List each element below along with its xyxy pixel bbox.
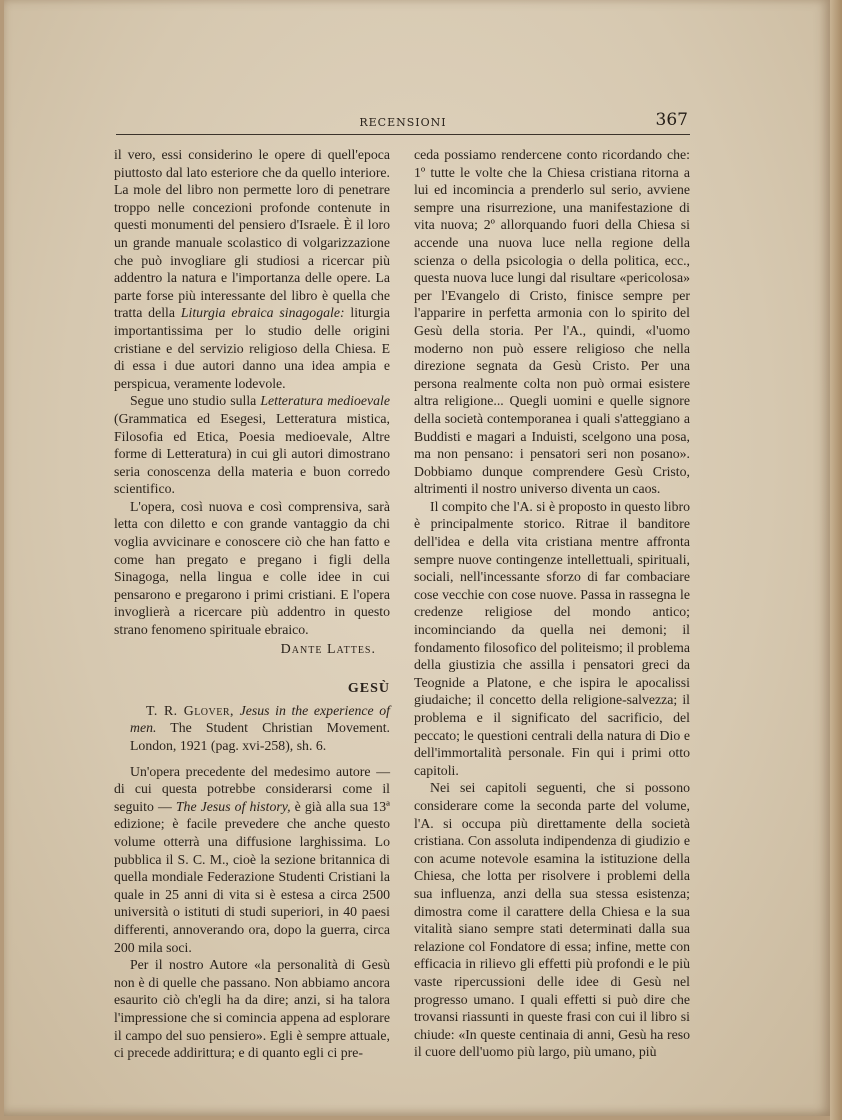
page-header (116, 108, 690, 135)
paragraph (114, 498, 390, 639)
page-number: 367 (655, 110, 688, 130)
bib-author: T. R. Glover, (146, 702, 234, 718)
bib-title: Jesus in the experience of men. (130, 702, 391, 736)
text: liturgia importantissima per lo studio delle origini cristiane e del servizio religioso della Chiesa. E di essa i due autori danno una idea ampia e perspicua, veramente lodevole. (114, 305, 390, 391)
review-signature: Dante Lattes. (280, 641, 376, 657)
text: Segue uno studio sulla (130, 393, 261, 409)
spacer (114, 755, 390, 763)
paragraph (414, 779, 690, 1061)
left-column (114, 146, 390, 1062)
text: (Grammatica ed Esegesi, Letteratura mistica, Filosofia ed Etica, Poesia medioevale, Altre forme di Letteratura) in cui gli autori dimostrano seria conoscenza della materia e buon corredo scientifico. (114, 410, 390, 497)
section-title: GESÙ (347, 681, 390, 697)
bib-details: The Student Christian Movement. London, 1921 (pag. xvi-258), sh. 6. (130, 720, 390, 753)
paragraph (114, 763, 390, 957)
text: Per il nostro Autore «la personalità di Gesù non è di quelle che passano. Non abbiamo ancora esaurito ciò ch'egli ha da dire; anzi, si ha talora l'impressione che si comincia appena ad esplorare il campo del suo pensiero». Egli è sempre attuale, ci precede addirittura; e di quanto egli ci pre- (114, 957, 390, 1061)
paragraph (414, 146, 690, 498)
text: Il compito che l'A. si è proposto in questo libro è principalmente storico. Ritrae il banditore dell'idea e della vita cristiana mentre affronta sempre nuove contingenze intellettuali, spirituali, sociali, nell'incessante sforzo di far combaciare cose vecchie con cose nuove. Passa in rassegna le credenze religiose del mondo antico; incominciando da quella nei demoni; il fondamento filosofico del politeismo; il problema della giustizia che assilla i pensatori greci da Teognide a Platone, e che ispira le apocalissi giudaiche; il concetto della religione-salvezza; il problema e il significato del sacrificio, del peccato; le questioni centrali della natura di Dio e dell'immortalità personale. Fin qui i primi otto capitoli. (414, 498, 690, 778)
bibliographic-entry (114, 702, 390, 755)
text: ceda possiamo rendercene conto ricordando che: 1º tutte le volte che la Chiesa cristiana ritorna a lui ed incomincia a prenderlo sul serio, avviene sempre una risurrezione, una manifestazione di vita nuova; 2º allorquando fuori della Chiesa si accende una nuova luce nella regione della scienza o della psicologia o della politica, ecc., questa nuova luce lungi dal risultare «pericolosa» per l'Evangelo di Cristo, finisce sempre per l'apparire in perfetta armonia con lo spirito del Gesù della storia. Per l'A., quindi, «l'uomo moderno non può essere religioso che nella direzione segnata da Gesù Cristo. Per una persona realmente colta non può ormai esistere altra religione... Quegli uomini e quelle signore della società contemporanea i quali s'atteggiano a Buddisti e magari a Induisti, scelgono una posa, ma non pensano: i pensatori seri non posano». Dobbiamo dunque comprendere Gesù Cristo, altrimenti il nostro universo diventa un caos. (414, 147, 690, 497)
text: il vero, essi considerino le opere di quell'epoca piuttosto dal lato esteriore che da quello interiore. La mole del libro non permette loro di penetrare troppo nelle concezioni profonde contenute in questi monumenti del pensiero d'Israele. È il loro un grande manuale scolastico di volgarizzazione che può invogliare gli studiosi a ricercar più addentro la natura e l'importanza delle opere. La parte forse più interessante del libro è quella che tratta della (114, 147, 390, 321)
paragraph (114, 146, 390, 392)
paragraph (114, 956, 390, 1062)
italic-title: The Jesus of history, (175, 798, 291, 814)
book-page (4, 0, 830, 1116)
right-column (414, 146, 690, 1061)
paragraph (414, 498, 690, 780)
text: è già alla sua 13ª edizione; è facile prevedere che anche questo volume otterrà una diffusione larghissima. Lo pubblica il S. C. M., cioè la sezione britannica di quella mondiale Federazione Studenti Cristiani la quale in 25 anni di vita si è estesa a circa 2500 università o istituti di studi superiori, in 40 paesi differenti, annoverando ora, dopo la guerra, circa 200 mila soci. (114, 798, 390, 955)
text: Nei sei capitoli seguenti, che si possono considerare come la seconda parte del volume, l'A. si occupa più direttamente della società cristiana. Con assoluta indipendenza di giudizio e con acume notevole esamina la istituzione della Chiesa, che lotta per risolvere i problemi della sua influenza, anzi della sua stessa esistenza; dimostra come il carattere della Chiesa e la sua vitalità siano sempre stati determinati dalla sua relazione col Fondatore di essa; infine, mette con efficacia in rilievo gli effetti più profondi e le più vaste ripercussioni delle idee di Gesù nel progresso umano. I quali effetti si può dire che trovansi riassunti in queste frasi con cui il libro si chiude: «In queste centinaia di anni, Gesù ha reso il cuore dell'uomo più largo, più umano, più (414, 780, 690, 1060)
running-head: RECENSIONI (359, 116, 447, 129)
paragraph (114, 392, 390, 498)
text: L'opera, così nuova e così comprensiva, sarà letta con diletto e con grande vantaggio da chi voglia avvicinare e conoscere ciò che han fatto e come han pregato e pregano i figli della Sinagoga, nella lingua e colle idee in cui pensarono e pregarono i primi cristiani. E l'opera invoglierà a ricercare più addentro in questo strano fenomeno spirituale ebraico. (114, 498, 390, 638)
page-edge (830, 0, 842, 1120)
text: Un'opera precedente del medesimo autore — di cui questa potrebbe considerarsi come il seguito — (114, 763, 390, 814)
italic-title: Liturgia ebraica sinagogale: (180, 305, 345, 321)
italic-title: Letteratura medioevale (260, 393, 391, 409)
